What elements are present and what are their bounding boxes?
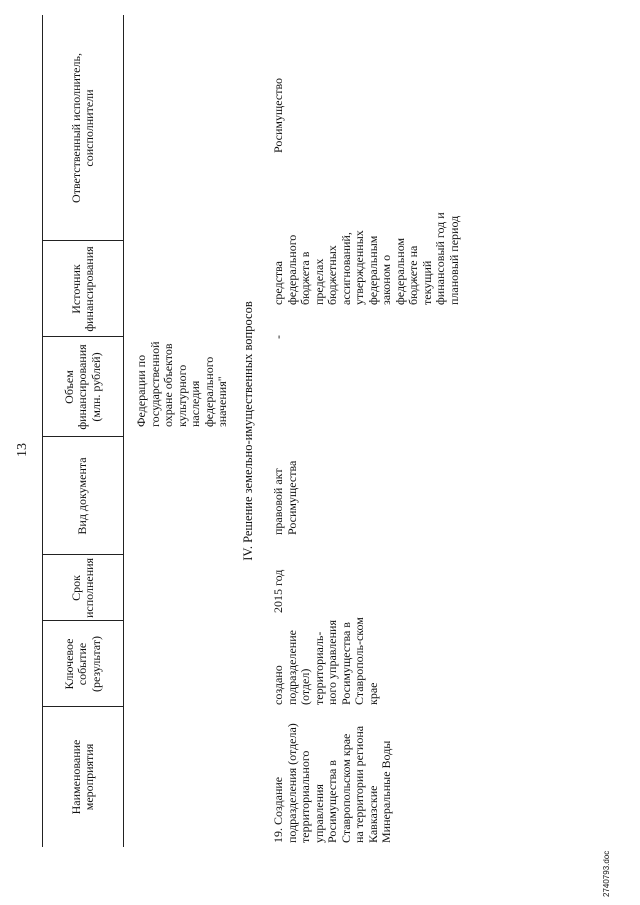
column-header-name: Наименование мероприятия: [68, 739, 96, 815]
row-name: 19. Создание подразделения (отдела) территориального управления Росимущества в Ставропольском крае на территории региона Кавказские Минеральные Воды: [271, 723, 393, 843]
column-header-doc-type: Вид документа: [75, 457, 90, 535]
table-header: [42, 15, 124, 847]
row-executor: Росимущество: [271, 77, 285, 153]
row-event: создано подразделение (отдел) территориаль-ного управления Росимущества в Ставрополь-ском крае: [271, 617, 380, 705]
row-source: средства федерального бюджета в пределах бюджетных ассигнований, утвержденных федеральным законом о федеральном бюджете на текущий финансовый год и плановый период: [271, 212, 461, 305]
page-number: 13: [15, 443, 30, 457]
carryover-text: Федерации по государственной охране объектов культурного наследия федерального значения": [134, 341, 229, 427]
row-term: 2015 год: [271, 569, 285, 613]
column-header-source: Источник финансирования: [68, 246, 96, 332]
row-volume: -: [271, 335, 285, 339]
file-name: 2740793.doc: [602, 850, 611, 897]
row-doc-type: правовой акт Росимущества: [271, 460, 299, 535]
section-title: IV. Решение земельно-имущественных вопросов: [241, 301, 255, 561]
column-header-event: Ключевое событие (результат): [61, 635, 103, 693]
column-header-volume: Объем финансирования (млн. рублей): [61, 344, 103, 430]
column-header-term: Срок исполнения: [68, 557, 96, 619]
column-header-executor: Ответственный исполнитель, соисполнители: [68, 53, 96, 203]
